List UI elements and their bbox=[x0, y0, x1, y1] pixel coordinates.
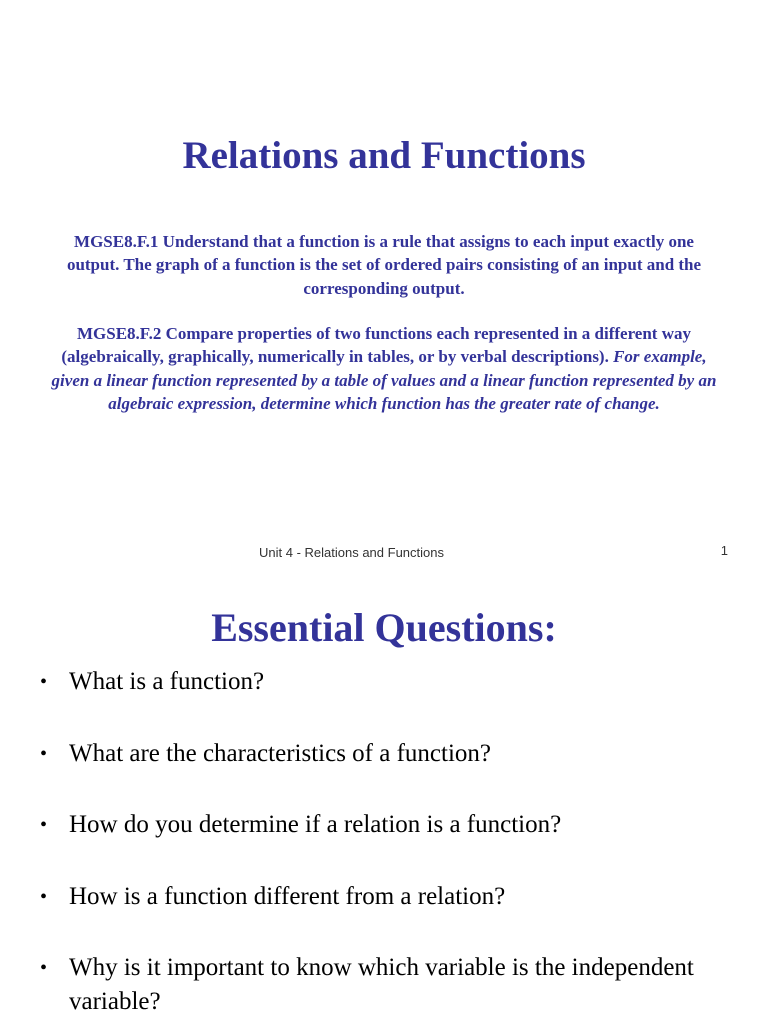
question-text: What is a function? bbox=[69, 668, 265, 695]
standard-mgse8-f1: MGSE8.F.1 Understand that a function is a rule that assigns to each input exactly one output. The graph of a function is the set of ordered pairs consisting of an input and the corresponding output. bbox=[66, 232, 702, 298]
bullet-icon: • bbox=[40, 742, 48, 765]
page-number: 1 bbox=[720, 543, 728, 558]
slide-title: Relations and Functions bbox=[182, 134, 586, 177]
question-list bbox=[0, 665, 768, 1024]
question-text: Why is it important to know which variable is the independent variable? bbox=[69, 954, 694, 1015]
bullet-icon: • bbox=[40, 671, 48, 693]
question-item bbox=[0, 737, 768, 771]
question-item bbox=[0, 951, 768, 1019]
bullet-icon: • bbox=[40, 957, 48, 979]
standard-mgse8-f2 bbox=[50, 322, 718, 415]
essential-questions-title: Essential Questions: bbox=[211, 605, 557, 650]
question-text: How is a function different from a relation? bbox=[69, 882, 506, 910]
bullet-icon: • bbox=[40, 885, 48, 908]
standard-mgse8-f2-example: For example, given a linear function represented by a table of values and a linear function represented by an algebraic expression, determine which function has the greater rate of change. bbox=[51, 347, 717, 413]
question-item bbox=[0, 808, 768, 842]
slide-footer: Unit 4 - Relations and Functions bbox=[259, 545, 444, 560]
question-text: How do you determine if a relation is a function? bbox=[69, 811, 562, 838]
question-item bbox=[0, 880, 768, 914]
question-text: What are the characteristics of a function? bbox=[69, 739, 491, 767]
standard-mgse8-f2-text: MGSE8.F.2 Compare properties of two functions each represented in a different way (algebraically, graphically, numerically in tables, or by verbal descriptions). bbox=[61, 324, 691, 367]
bullet-icon: • bbox=[40, 814, 48, 836]
question-item bbox=[0, 665, 768, 699]
